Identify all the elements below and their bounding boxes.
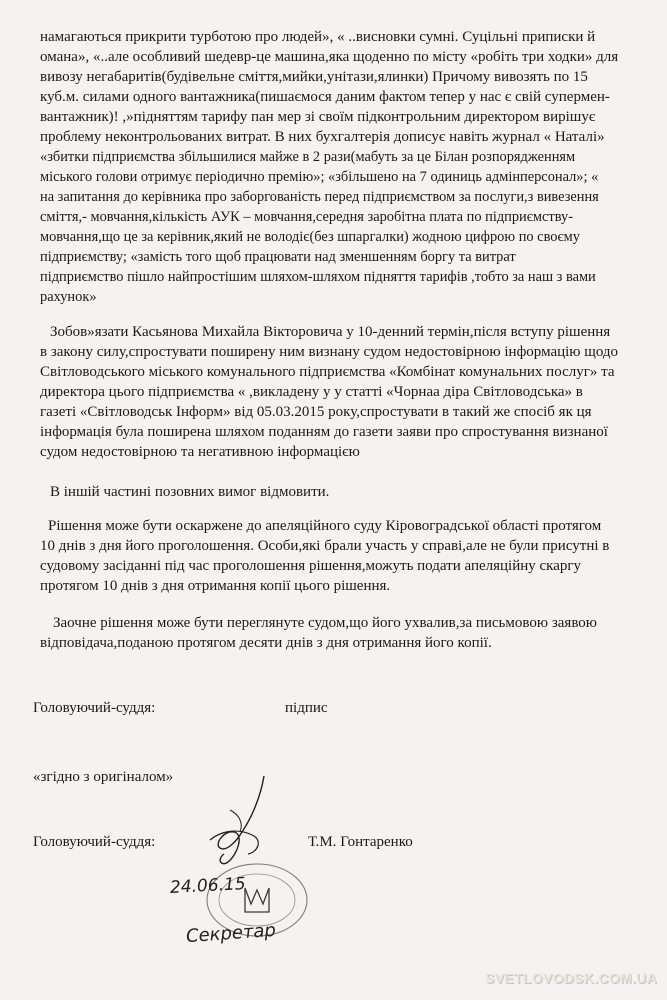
document-line: на запитання до керівника про заборгованість перед підприємством за послуги,з вивезення bbox=[40, 189, 599, 205]
watermark-text: SVETLOVODSK.COM.UA bbox=[485, 970, 657, 986]
document-line: мовчання,що це за керівник,який не володіє(без шпаргалки) жодною цифрою по своєму bbox=[40, 229, 580, 245]
judge-name: Т.М. Гонтаренко bbox=[308, 834, 413, 850]
document-line: Заочне рішення може бути переглянуте судом,що його ухвалив,за письмовою заявою bbox=[53, 615, 597, 631]
certified-copy-note: «згідно з оригіналом» bbox=[33, 769, 174, 785]
document-line: куб.м. силами одного вантажника(пишаємося даним фактом тепер у нас є свій супермен- bbox=[40, 89, 610, 105]
document-line: Рішення може бути оскаржене до апеляційного суду Кіровоградської області протягом bbox=[48, 518, 602, 534]
document-line: судом недостовірною та негативною інформацією bbox=[40, 444, 360, 460]
document-line: «збитки підприємства збільшилися майже в 2 рази(мабуть за це Білан розпорядженням bbox=[40, 149, 576, 165]
presiding-judge-label: Головуючий-суддя: bbox=[33, 700, 156, 716]
presiding-judge-label-2: Головуючий-суддя: bbox=[33, 834, 156, 850]
document-line: омана», «..але особливий шедевр-це машина,яка щоденно по місту «робіть три ходки» для bbox=[40, 49, 619, 65]
document-line: в закону силу,спростувати поширену ним визнану судом недостовірною інформацію щодо bbox=[40, 344, 619, 360]
document-line: судовому засіданні під час проголошення рішення,можуть подати апеляційну скаргу bbox=[40, 558, 582, 574]
document-line: газеті «Світловодськ Інформ» від 05.03.2015 року,спростувати в такий же спосіб як ця bbox=[40, 404, 592, 420]
document-line: Світловодського міського комунального підприємства «Комбінат комунальних послуг» та bbox=[40, 364, 615, 380]
document-line: сміття,- мовчання,кількість АУК – мовчання,середня заробітна плата по підприємству- bbox=[40, 209, 573, 225]
signature-placeholder: підпис bbox=[285, 700, 328, 716]
document-line: вантажник)! ,»підняттям тарифу пан мер зі своїм підконтрольним директором вирішує bbox=[40, 109, 596, 125]
document-line: протягом 10 днів з дня отримання копії цього рішення. bbox=[40, 578, 391, 594]
document-line: директора цього підприємства « ,викладену у у статті «Чорнаа діра Світловодська» в bbox=[40, 384, 583, 400]
document-line: проблему неконтрольованих витрат. В них бухгалтерія дописує навіть журнал « Наталі» bbox=[40, 129, 605, 145]
document-line: вивозу негабаритів(будівельне сміття,мийки,унітази,ялинки) Причому вивозять по 15 bbox=[40, 69, 588, 85]
document-line: намагаються прикрити турботою про людей», « ..висновки сумні. Суцільні приписки й bbox=[40, 29, 596, 45]
document-line: рахунок» bbox=[40, 289, 97, 305]
document-line: 10 днів з дня його проголошення. Особи,які брали участь у справі,але не були присутні в bbox=[40, 538, 610, 554]
document-line: відповідача,поданою протягом десяти днів з дня отримання його копії. bbox=[40, 635, 492, 651]
handwritten-date: 24.06.15 bbox=[169, 874, 247, 898]
document-line: підприємству; «замість того щоб працювати над зменшенням боргу та витрат bbox=[40, 249, 516, 265]
document-line: Зобов»язати Касьянова Михайла Вікторовича у 10-денний термін,після вступу рішення bbox=[50, 324, 611, 340]
document-line: підприємство пішло найпростішим шляхом-шляхом підняття тарифів ,тобто за наш з вами bbox=[40, 269, 596, 285]
document-line: В іншій частині позовних вимог відмовити. bbox=[50, 484, 330, 500]
document-line: інформація була поширена шляхом поданням до газети заяви про спростування визнаної bbox=[40, 424, 608, 440]
handwritten-secretary: Секретар bbox=[185, 919, 277, 948]
document-line: міського голови отримує періодично премію»; «збільшено на 7 одиниць адмінперсонал»; « bbox=[40, 169, 599, 185]
